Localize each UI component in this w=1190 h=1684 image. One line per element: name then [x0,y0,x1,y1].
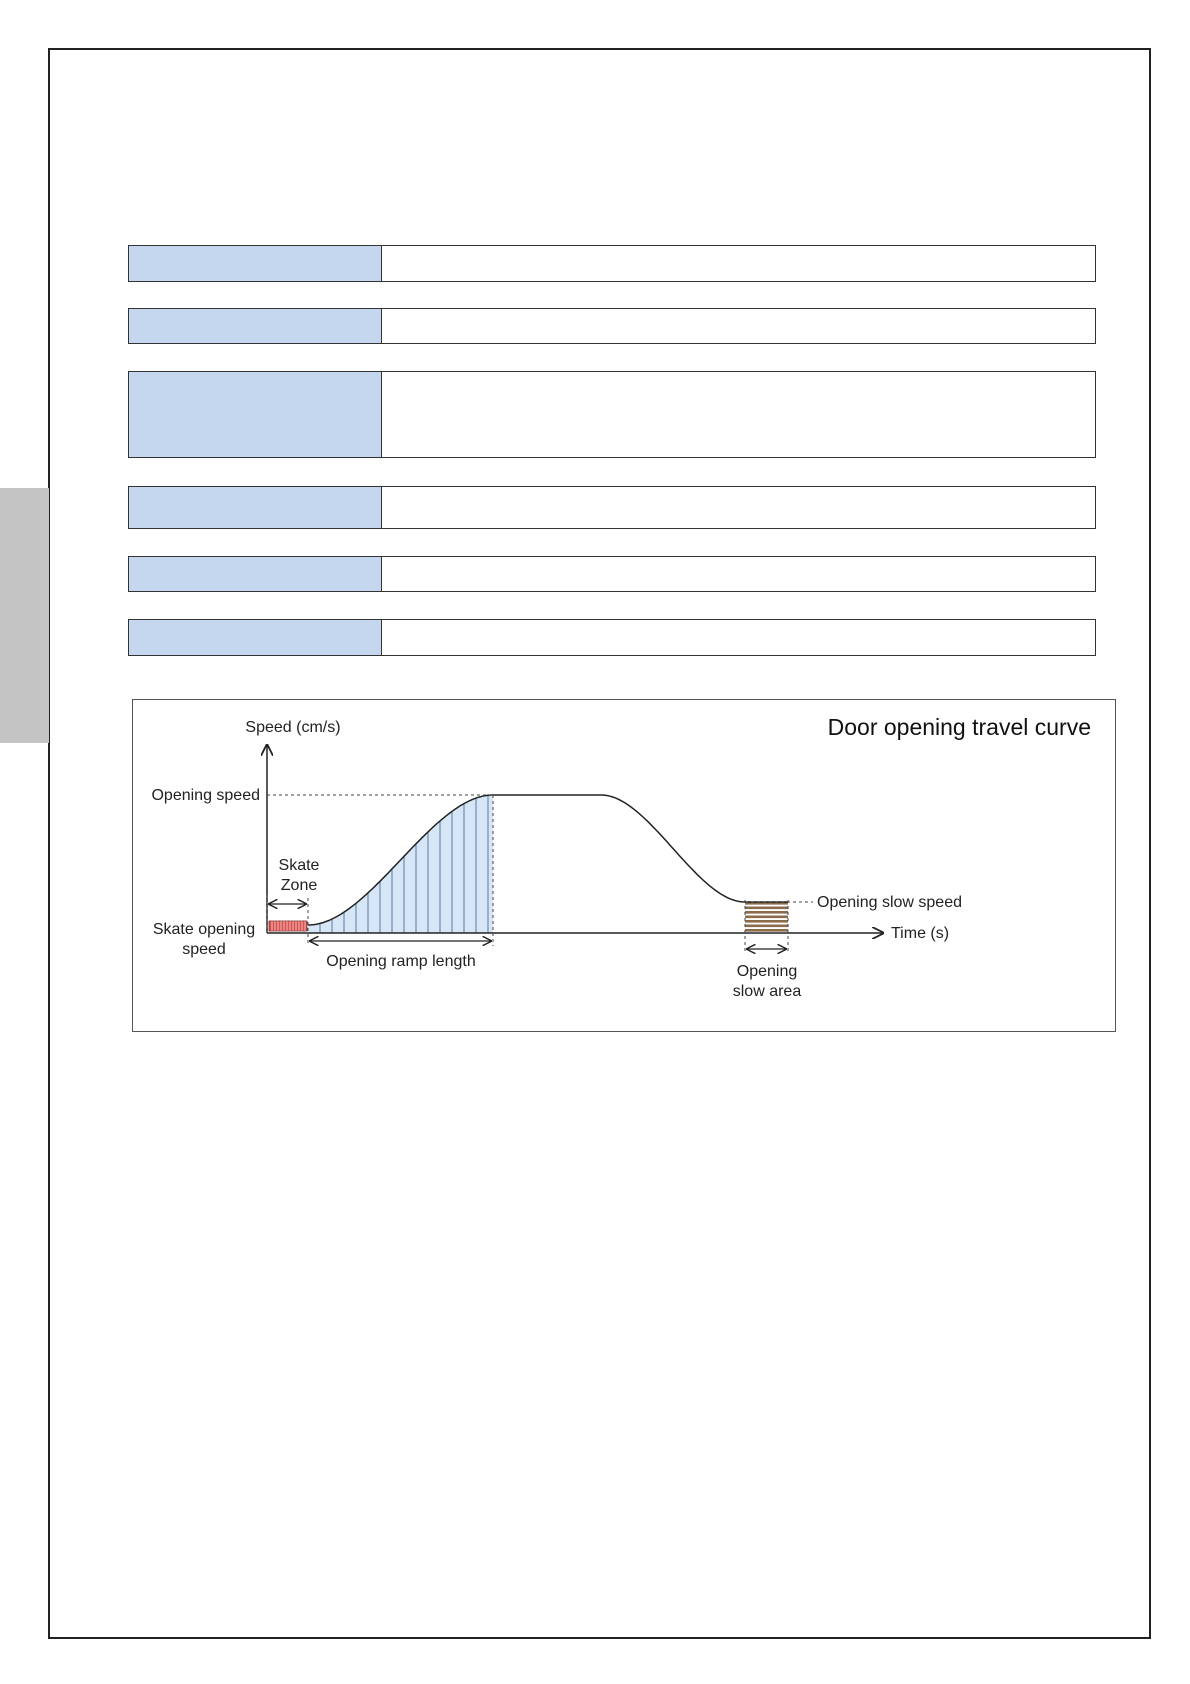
parameter-label-cell [129,246,382,281]
parameter-row [128,371,1096,458]
skate-opening-speed-label-line1: Skate opening [152,921,256,938]
opening-ramp-length-label: Opening ramp length [326,953,476,970]
parameter-label-cell [129,620,382,655]
chart-title: Door opening travel curve [827,714,1091,740]
parameter-value-cell [382,246,1095,281]
skate-zone-label-line1: Skate [278,857,320,874]
parameter-row [128,245,1096,282]
opening-slow-area [745,902,788,932]
parameter-value-cell [382,487,1095,528]
parameter-row [128,486,1096,529]
parameter-row [128,308,1096,344]
section-side-tab [0,488,49,743]
parameter-value-cell [382,309,1095,343]
opening-slow-speed-label: Opening slow speed [817,894,962,911]
ramp-fill [308,795,493,933]
door-opening-travel-curve-chart [132,699,1116,1032]
slow-area-stripe [745,916,788,919]
y-axis-label: Speed (cm/s) [245,719,341,736]
slow-area-stripe [745,929,788,932]
parameter-row [128,619,1096,656]
skate-zone-area [269,921,307,931]
x-axis-label: Time (s) [891,925,950,942]
slow-area-stripe [745,907,788,910]
opening-ramp-area [308,795,493,933]
parameter-value-cell [382,620,1095,655]
opening-slow-area-label-line1: Opening [736,963,798,980]
parameter-row [128,556,1096,592]
parameter-label-cell [129,309,382,343]
opening-speed-label: Opening speed [151,787,260,804]
travel-curve-svg [133,700,1114,1030]
parameter-label-cell [129,557,382,591]
slow-area-stripe [745,911,788,914]
parameter-label-cell [129,487,382,528]
opening-slow-area-label-line2: slow area [732,983,802,1000]
parameter-label-cell [129,372,382,457]
slow-area-stripe [745,925,788,928]
skate-opening-speed-label-line2: speed [182,941,226,958]
parameter-value-cell [382,372,1095,457]
slow-area-stripe [745,920,788,923]
parameter-value-cell [382,557,1095,591]
skate-zone-label-line2: Zone [280,877,318,894]
